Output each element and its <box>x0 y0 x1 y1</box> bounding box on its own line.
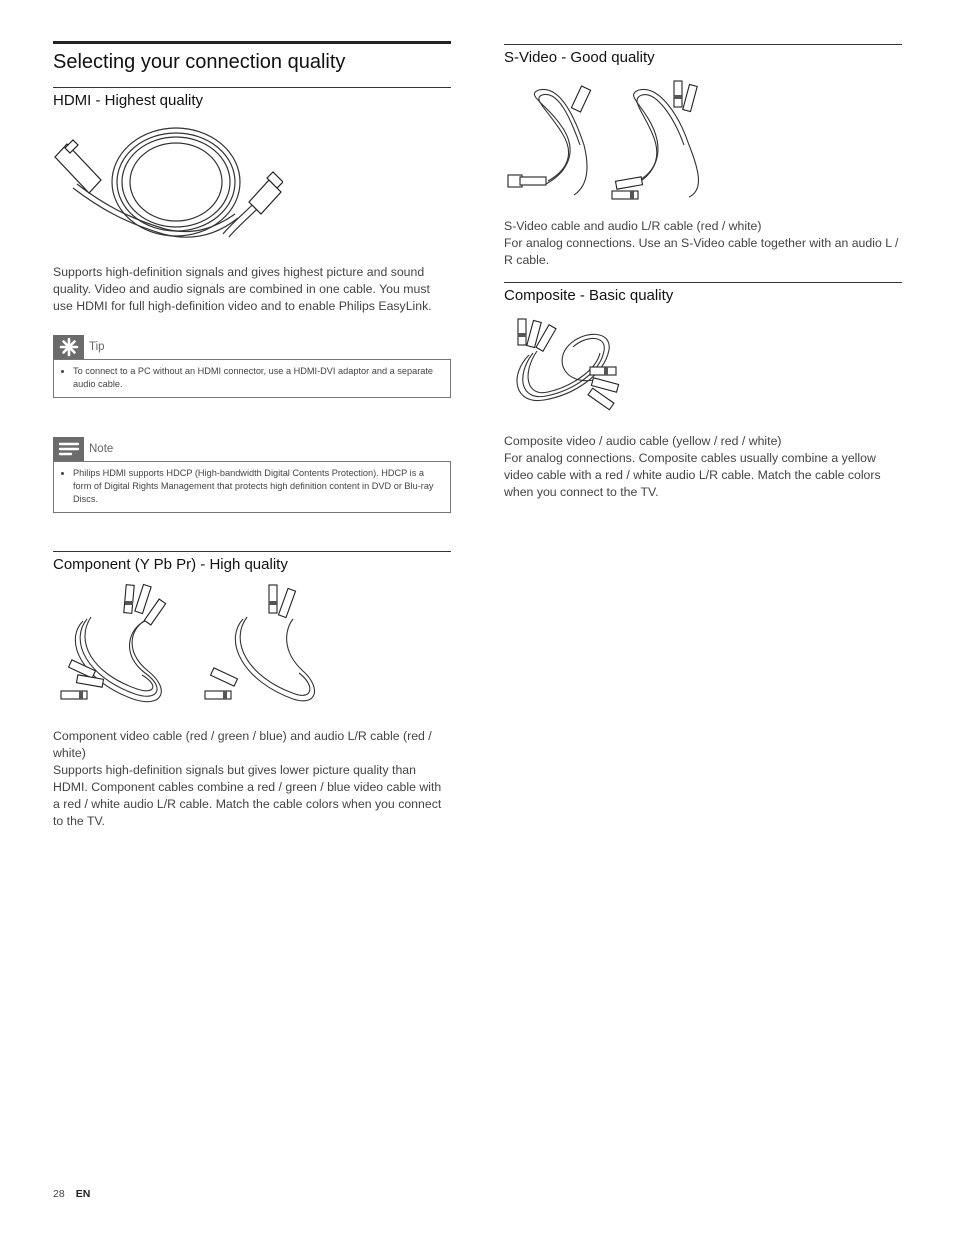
composite-caption: Composite video / audio cable (yellow / red / white) <box>504 434 782 448</box>
hdmi-heading: HDMI - Highest quality <box>53 92 204 109</box>
svideo-caption: S-Video cable and audio L/R cable (red / white) <box>504 219 762 233</box>
composite-cable-illustration <box>504 315 634 420</box>
tip-box <box>53 359 451 398</box>
component-caption: Component video cable (red / green / blue) and audio L/R cable (red / white) <box>53 729 432 760</box>
svideo-description: For analog connections. Use an S-Video cable together with an audio L / R cable. <box>504 236 899 267</box>
composite-heading: Composite - Basic quality <box>504 287 674 304</box>
hdmi-cable-illustration <box>53 122 283 252</box>
component-description: Supports high-definition signals but gives lower picture quality than HDMI. Component cables combine a red / green / blue video cable with a red / white audio L/R cable. Match the cable colors when you connect to the TV. <box>53 763 442 828</box>
component-heading: Component (Y Pb Pr) - High quality <box>53 556 288 573</box>
component-rule <box>53 551 451 552</box>
note-callout <box>53 437 451 513</box>
title-rule <box>53 41 451 44</box>
composite-description: For analog connections. Composite cables usually combine a yellow video cable with a red / white audio L/R cable. Match the cable colors when you connect to the TV. <box>504 451 881 499</box>
right-column <box>504 44 902 501</box>
tip-label: Tip <box>89 341 105 353</box>
tip-item: • To connect to a PC without an HDMI connector, use a HDMI-DVI adaptor and a separate audio cable. <box>73 365 442 391</box>
language-code: EN <box>75 1188 91 1200</box>
composite-rule <box>504 282 902 283</box>
page-footer <box>53 1188 90 1200</box>
left-column <box>53 41 451 830</box>
note-lines-icon <box>53 437 84 461</box>
component-cable-illustration <box>53 581 323 713</box>
svideo-heading: S-Video - Good quality <box>504 49 655 66</box>
page-number: 28 <box>53 1188 65 1200</box>
svideo-rule <box>504 44 902 45</box>
tip-callout <box>53 335 451 398</box>
hdmi-description: Supports high-definition signals and gives highest picture and sound quality. Video and audio signals are combined in one cable. You must use HDMI for full high-definition video and to enable Philips EasyLink. <box>53 265 432 313</box>
tip-star-icon <box>53 335 84 359</box>
hdmi-rule <box>53 87 451 88</box>
note-item: • Philips HDMI supports HDCP (High-bandwidth Digital Contents Protection). HDCP is a form of Digital Rights Management that protects high definition content in DVD or Blu-ray Discs. <box>73 467 442 506</box>
note-label: Note <box>89 443 114 455</box>
note-box <box>53 461 451 513</box>
page-title: Selecting your connection quality <box>53 51 346 73</box>
svideo-cable-illustration <box>504 75 719 205</box>
